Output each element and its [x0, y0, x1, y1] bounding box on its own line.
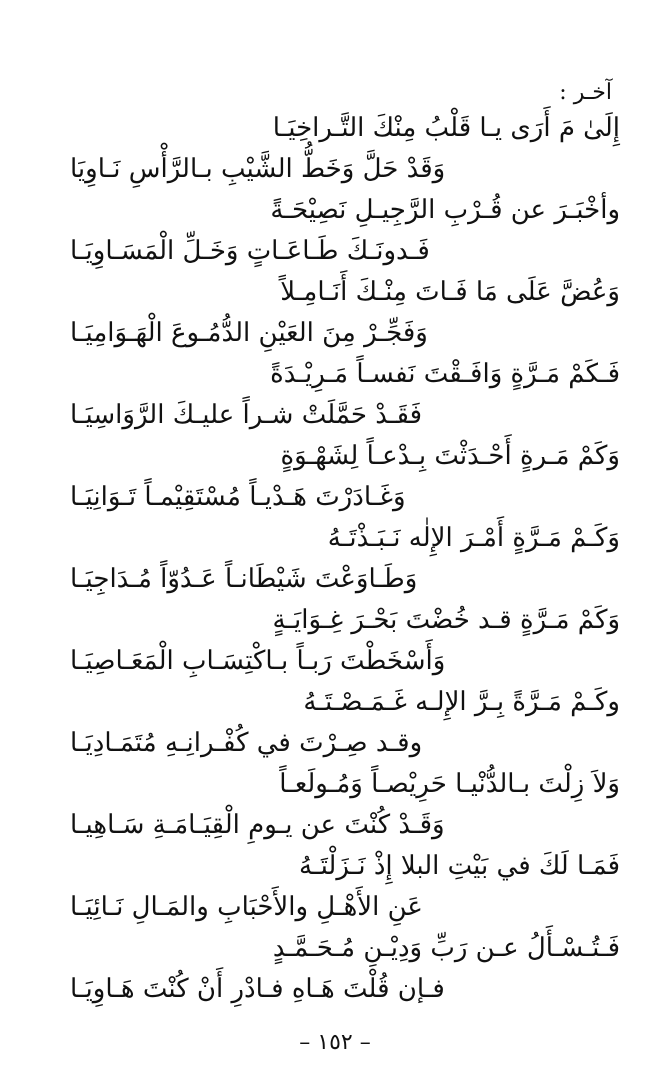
- verse-line: [60, 354, 620, 395]
- verse-line: [60, 846, 620, 887]
- verse-text: فَـتُـسْـأَلُ عـن رَبِّ وَدِيْـنِ مُـحَـمَّـدٍ: [272, 933, 620, 963]
- verse-text: وأخْبَـرَ عن قُـرْبِ الرَّجِيـلِ نَصِيْحَـةً: [270, 195, 620, 225]
- verse-line: [60, 313, 620, 354]
- page-number: – ١٥٢ –: [299, 1030, 371, 1055]
- verse-line: [60, 805, 620, 846]
- verse-text: وَعُضَّ عَلَى مَا فَـاتَ مِنْـكَ أَنَـامِـلاً: [280, 277, 620, 307]
- verse-text: وَكَمْ مَـرةٍ أَحْـدَثْتَ بِـدْعـاً لِشَهْـوَةٍ: [280, 441, 620, 471]
- verse-text: وَطَـاوَعْتَ شَيْطَانـاً عَـدُوّاً مُـدَاجِيَـا: [70, 564, 418, 594]
- verse-line: [60, 682, 620, 723]
- verse-line: [60, 559, 620, 600]
- verse-line: [60, 231, 620, 272]
- verse-line: [60, 436, 620, 477]
- verse-text: وَقَدْ حَلَّ وَخَطُّ الشَّيْبِ بـالرَّأْسِ نَـاوِيَا: [70, 154, 446, 184]
- verse-text: عَنِ الأَهْـلِ والأَحْبَابِ والمَـالِ نَـائِيَـا: [70, 892, 423, 922]
- verse-line: [60, 518, 620, 559]
- verse-line: [60, 272, 620, 313]
- verse-text: فَـدونَـكَ طَـاعَـاتٍ وَخَـلِّ الْمَسَـاوِيَـا: [70, 236, 430, 266]
- verse-text: وَكَمْ مَـرَّةٍ قـد خُضْتَ بَحْـرَ غِـوَايَـةٍ: [272, 605, 620, 635]
- verse-text: فَمَـا لَكَ في بَيْتِ البلا إِذْ نَـزَلْتَـهُ: [299, 851, 620, 881]
- verse-line: [60, 764, 620, 805]
- verse-text: وَغَـادَرْتَ هَـدْيـاً مُسْتَقِيْمـاً تَـوَانِيَـا: [70, 482, 406, 512]
- verse-line: [60, 477, 620, 518]
- verse-line: [60, 395, 620, 436]
- verse-line: [60, 928, 620, 969]
- verse-text: وَأَسْخَطْتَ رَبـاً بـاكْتِسَـابِ الْمَعَـاصِيَـا: [70, 646, 446, 676]
- verse-line: [60, 600, 620, 641]
- verse-line: [60, 887, 620, 928]
- verse-line: [60, 108, 620, 149]
- verse-text: وَلاَ زِلْتَ بـالدُّنْيـا حَرِيْصـاً وَمُـولَعـاً: [279, 769, 620, 799]
- verse-text: وقـد صِـرْتَ في كُفْـرانِـهِ مُتَمَـادِيَـا: [70, 728, 423, 758]
- verse-line: [60, 723, 620, 764]
- verse-text: إِلَىٰ مَ أَرَى يـا قَلْبُ مِنْكَ التَّـراخِيَـا: [272, 113, 620, 143]
- poem-body: [60, 108, 620, 1010]
- verse-text: فـإن قُلْتَ هَـاهِ فـادْرِ أَنْ كُنْتَ هَـاوِيَـا: [70, 974, 445, 1004]
- verse-text: وَقَـدْ كُنْتَ عن يـومِ الْقِيَـامَـةِ سَـاهِيـا: [70, 810, 445, 840]
- verse-line: [60, 190, 620, 231]
- verse-text: وكَـمْ مَـرَّةً بِـرَّ الإِلـه غَـمَـصْـتَـهُ: [303, 687, 620, 717]
- poem-heading: آخـر :: [559, 80, 612, 105]
- verse-text: وَكَـمْ مَـرَّةٍ أَمْـرَ الإِلٰه نَـبَـذْتَـهُ: [327, 523, 620, 553]
- verse-line: [60, 149, 620, 190]
- verse-text: فَـكَمْ مَـرَّةٍ وَافَـقْتَ نَفسـاً مَـرِيْـدَةً: [270, 359, 620, 389]
- verse-text: فَقَـدْ حَمَّلَتْ شـراً عليـكَ الرَّوَاسِيَـا: [70, 400, 423, 430]
- verse-text: وَفَجِّـرْ مِنَ العَيْنِ الدُّمُـوعَ الْهَـوَامِيَـا: [70, 318, 428, 348]
- verse-line: [60, 969, 620, 1010]
- verse-line: [60, 641, 620, 682]
